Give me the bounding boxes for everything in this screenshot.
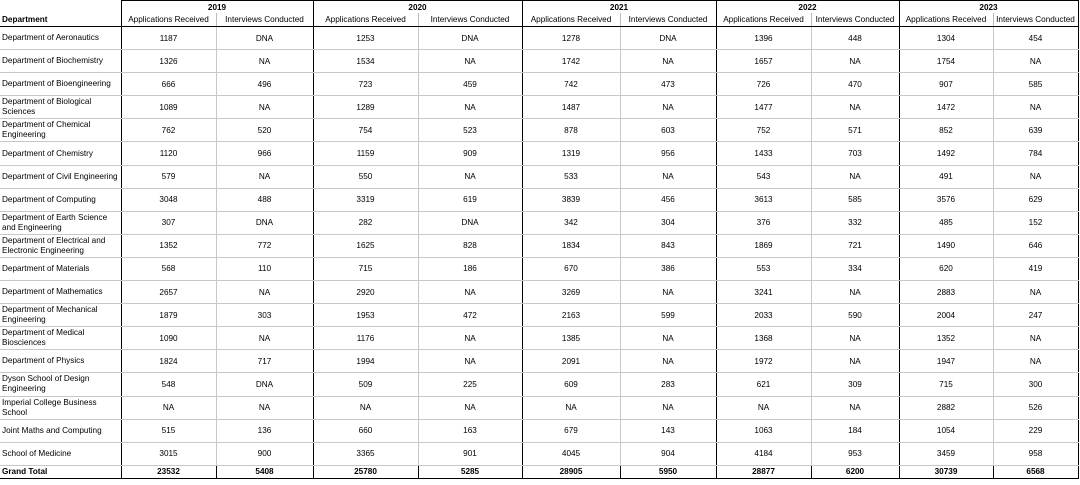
table-row [0, 396, 1078, 419]
interviews-cell: 459 [418, 73, 522, 96]
interviews-cell: NA [811, 350, 899, 373]
applications-cell: 620 [899, 257, 993, 280]
interviews-cell: 136 [216, 419, 313, 442]
applications-cell: 666 [121, 73, 216, 96]
grand-total-row [0, 465, 1078, 478]
department-name: Department of Earth Science and Engineering [0, 211, 121, 234]
applications-cell: 1176 [313, 327, 418, 350]
department-name: Department of Bioengineering [0, 73, 121, 96]
applications-cell: 1869 [716, 234, 811, 257]
applications-cell: 1742 [522, 50, 620, 73]
applications-cell: 3015 [121, 442, 216, 465]
table-body [0, 27, 1078, 466]
applications-cell: 1289 [313, 96, 418, 119]
interviews-cell: NA [620, 327, 716, 350]
applications-cell: 2657 [121, 281, 216, 304]
total-interviews-cell: 5408 [216, 465, 313, 478]
applications-cell: 548 [121, 373, 216, 396]
applications-cell: 3613 [716, 188, 811, 211]
applications-cell: 762 [121, 119, 216, 142]
interviews-cell: DNA [418, 211, 522, 234]
table-row [0, 373, 1078, 396]
applications-cell: 491 [899, 165, 993, 188]
total-applications-cell: 23532 [121, 465, 216, 478]
applications-cell: 715 [899, 373, 993, 396]
applications-cell: 1159 [313, 142, 418, 165]
applications-cell: 485 [899, 211, 993, 234]
corner-cell [0, 1, 121, 14]
applications-header: Applications Received [899, 13, 993, 27]
applications-cell: 2882 [899, 396, 993, 419]
applications-header: Applications Received [716, 13, 811, 27]
applications-cell: 342 [522, 211, 620, 234]
interviews-cell: DNA [216, 373, 313, 396]
interviews-cell: NA [811, 281, 899, 304]
interviews-header: Interviews Conducted [418, 13, 522, 27]
interviews-cell: NA [811, 96, 899, 119]
interviews-cell: NA [216, 327, 313, 350]
applications-cell: 621 [716, 373, 811, 396]
applications-cell: 509 [313, 373, 418, 396]
interviews-cell: 184 [811, 419, 899, 442]
applications-cell: 376 [716, 211, 811, 234]
applications-cell: NA [121, 396, 216, 419]
table-row [0, 442, 1078, 465]
interviews-cell: NA [418, 281, 522, 304]
interviews-cell: 629 [993, 188, 1078, 211]
interviews-cell: NA [993, 165, 1078, 188]
applications-cell: 1187 [121, 27, 216, 50]
table-row [0, 304, 1078, 327]
total-applications-cell: 28905 [522, 465, 620, 478]
interviews-cell: NA [620, 96, 716, 119]
applications-cell: 1953 [313, 304, 418, 327]
interviews-cell: 225 [418, 373, 522, 396]
department-name: Department of Chemistry [0, 142, 121, 165]
interviews-cell: NA [216, 96, 313, 119]
interviews-cell: 721 [811, 234, 899, 257]
applications-cell: 543 [716, 165, 811, 188]
table-row [0, 234, 1078, 257]
interviews-cell: 472 [418, 304, 522, 327]
interviews-cell: 585 [993, 73, 1078, 96]
applications-cell: 1319 [522, 142, 620, 165]
applications-cell: NA [522, 396, 620, 419]
applications-cell: 723 [313, 73, 418, 96]
applications-cell: 1304 [899, 27, 993, 50]
interviews-cell: NA [418, 96, 522, 119]
department-name: Department of Biological Sciences [0, 96, 121, 119]
applications-cell: 3576 [899, 188, 993, 211]
department-name: Department of Chemical Engineering [0, 119, 121, 142]
applications-cell: 307 [121, 211, 216, 234]
grand-total-label: Grand Total [0, 465, 121, 478]
interviews-cell: 448 [811, 27, 899, 50]
interviews-cell: 304 [620, 211, 716, 234]
applications-cell: 1326 [121, 50, 216, 73]
department-name: Department of Biochemistry [0, 50, 121, 73]
department-name: Dyson School of Design Engineering [0, 373, 121, 396]
applications-cell: 1352 [121, 234, 216, 257]
interviews-cell: 386 [620, 257, 716, 280]
applications-cell: 1824 [121, 350, 216, 373]
interviews-cell: 646 [993, 234, 1078, 257]
department-name: Department of Medical Biosciences [0, 327, 121, 350]
applications-cell: 533 [522, 165, 620, 188]
interviews-cell: 703 [811, 142, 899, 165]
interviews-cell: 454 [993, 27, 1078, 50]
interviews-cell: NA [216, 396, 313, 419]
applications-cell: 3459 [899, 442, 993, 465]
interviews-cell: 143 [620, 419, 716, 442]
interviews-cell: 526 [993, 396, 1078, 419]
applications-cell: 2163 [522, 304, 620, 327]
year-header: 2022 [716, 1, 899, 14]
interviews-cell: 901 [418, 442, 522, 465]
department-name: Department of Civil Engineering [0, 165, 121, 188]
table-row [0, 142, 1078, 165]
applications-cell: 3365 [313, 442, 418, 465]
table-row [0, 281, 1078, 304]
interviews-cell: NA [418, 327, 522, 350]
interviews-cell: 590 [811, 304, 899, 327]
applications-cell: 752 [716, 119, 811, 142]
interviews-cell: 520 [216, 119, 313, 142]
applications-header: Applications Received [522, 13, 620, 27]
applications-header: Applications Received [121, 13, 216, 27]
department-name: Department of Mechanical Engineering [0, 304, 121, 327]
interviews-cell: 456 [620, 188, 716, 211]
interviews-cell: NA [811, 165, 899, 188]
applications-cell: 2920 [313, 281, 418, 304]
applications-cell: 515 [121, 419, 216, 442]
table-row [0, 73, 1078, 96]
interviews-cell: DNA [620, 27, 716, 50]
table-row [0, 27, 1078, 50]
applications-cell: 4045 [522, 442, 620, 465]
applications-cell: 282 [313, 211, 418, 234]
total-interviews-cell: 6568 [993, 465, 1078, 478]
interviews-cell: 585 [811, 188, 899, 211]
interviews-cell: NA [216, 165, 313, 188]
interviews-cell: 488 [216, 188, 313, 211]
applications-cell: 579 [121, 165, 216, 188]
interviews-cell: 473 [620, 73, 716, 96]
applications-cell: 1368 [716, 327, 811, 350]
interviews-cell: NA [620, 165, 716, 188]
interviews-cell: 334 [811, 257, 899, 280]
applications-cell: 2883 [899, 281, 993, 304]
interviews-cell: 470 [811, 73, 899, 96]
interviews-cell: NA [620, 350, 716, 373]
applications-cell: 1487 [522, 96, 620, 119]
table-row [0, 419, 1078, 442]
interviews-header: Interviews Conducted [993, 13, 1078, 27]
applications-cell: 660 [313, 419, 418, 442]
interviews-cell: 966 [216, 142, 313, 165]
interviews-cell: 229 [993, 419, 1078, 442]
total-applications-cell: 28877 [716, 465, 811, 478]
interviews-cell: 603 [620, 119, 716, 142]
interviews-cell: 904 [620, 442, 716, 465]
applications-header: Applications Received [313, 13, 418, 27]
interviews-cell: DNA [418, 27, 522, 50]
applications-cell: 1834 [522, 234, 620, 257]
interviews-header: Interviews Conducted [620, 13, 716, 27]
applications-cell: 1472 [899, 96, 993, 119]
applications-cell: 2004 [899, 304, 993, 327]
applications-cell: 1994 [313, 350, 418, 373]
table-row [0, 165, 1078, 188]
interviews-cell: NA [216, 281, 313, 304]
applications-cell: NA [716, 396, 811, 419]
interviews-cell: 828 [418, 234, 522, 257]
table-row [0, 257, 1078, 280]
applications-cell: 1054 [899, 419, 993, 442]
interviews-cell: 110 [216, 257, 313, 280]
interviews-cell: 300 [993, 373, 1078, 396]
applications-cell: 1947 [899, 350, 993, 373]
applications-cell: 1385 [522, 327, 620, 350]
applications-cell: 670 [522, 257, 620, 280]
applications-cell: 568 [121, 257, 216, 280]
table-row [0, 188, 1078, 211]
applications-cell: 1477 [716, 96, 811, 119]
interviews-cell: 571 [811, 119, 899, 142]
applications-cell: 715 [313, 257, 418, 280]
interviews-cell: NA [811, 396, 899, 419]
interviews-cell: DNA [216, 211, 313, 234]
interviews-cell: 619 [418, 188, 522, 211]
applications-cell: 1534 [313, 50, 418, 73]
department-name: Imperial College Business School [0, 396, 121, 419]
year-header: 2021 [522, 1, 716, 14]
interviews-cell: NA [811, 327, 899, 350]
applications-cell: 3839 [522, 188, 620, 211]
department-name: School of Medicine [0, 442, 121, 465]
year-header: 2020 [313, 1, 522, 14]
applications-cell: 1490 [899, 234, 993, 257]
applications-cell: 726 [716, 73, 811, 96]
applications-cell: 550 [313, 165, 418, 188]
applications-cell: 754 [313, 119, 418, 142]
applications-cell: 1120 [121, 142, 216, 165]
applications-cell: 2091 [522, 350, 620, 373]
applications-cell: 1253 [313, 27, 418, 50]
applications-cell: 1089 [121, 96, 216, 119]
year-header: 2019 [121, 1, 313, 14]
applications-cell: 1492 [899, 142, 993, 165]
table-row [0, 50, 1078, 73]
applications-cell: 2033 [716, 304, 811, 327]
applications-cell: 1657 [716, 50, 811, 73]
interviews-cell: 309 [811, 373, 899, 396]
interviews-cell: 332 [811, 211, 899, 234]
interviews-cell: NA [418, 396, 522, 419]
interviews-header: Interviews Conducted [811, 13, 899, 27]
applications-cell: 4184 [716, 442, 811, 465]
department-name: Department of Electrical and Electronic Engineering [0, 234, 121, 257]
table-row [0, 350, 1078, 373]
applications-cell: 878 [522, 119, 620, 142]
interviews-cell: NA [993, 327, 1078, 350]
total-interviews-cell: 5285 [418, 465, 522, 478]
interviews-cell: 956 [620, 142, 716, 165]
total-applications-cell: 25780 [313, 465, 418, 478]
interviews-cell: NA [216, 50, 313, 73]
interviews-cell: 639 [993, 119, 1078, 142]
year-header: 2023 [899, 1, 1078, 14]
interviews-cell: 772 [216, 234, 313, 257]
interviews-cell: 717 [216, 350, 313, 373]
interviews-cell: 843 [620, 234, 716, 257]
table-row [0, 211, 1078, 234]
department-name: Joint Maths and Computing [0, 419, 121, 442]
interviews-cell: 283 [620, 373, 716, 396]
applications-cell: 3241 [716, 281, 811, 304]
applications-cell: 679 [522, 419, 620, 442]
applications-cell: 742 [522, 73, 620, 96]
interviews-cell: NA [620, 396, 716, 419]
applications-cell: 1090 [121, 327, 216, 350]
applications-cell: 1972 [716, 350, 811, 373]
interviews-cell: 958 [993, 442, 1078, 465]
interviews-cell: NA [418, 50, 522, 73]
applications-cell: 907 [899, 73, 993, 96]
interviews-cell: NA [620, 281, 716, 304]
applications-cell: 1278 [522, 27, 620, 50]
year-header-row [0, 1, 1078, 14]
interviews-cell: NA [993, 50, 1078, 73]
interviews-cell: 163 [418, 419, 522, 442]
department-header: Department [0, 13, 121, 27]
interviews-cell: 900 [216, 442, 313, 465]
interviews-cell: NA [811, 50, 899, 73]
interviews-cell: 419 [993, 257, 1078, 280]
table-row [0, 119, 1078, 142]
table-row [0, 96, 1078, 119]
interviews-cell: NA [993, 281, 1078, 304]
interviews-cell: NA [418, 350, 522, 373]
interviews-cell: 152 [993, 211, 1078, 234]
department-name: Department of Physics [0, 350, 121, 373]
department-name: Department of Materials [0, 257, 121, 280]
interviews-cell: NA [620, 50, 716, 73]
interviews-cell: 784 [993, 142, 1078, 165]
interviews-cell: NA [993, 96, 1078, 119]
interviews-cell: DNA [216, 27, 313, 50]
applications-cell: 3048 [121, 188, 216, 211]
interviews-cell: 496 [216, 73, 313, 96]
interviews-cell: 523 [418, 119, 522, 142]
applications-cell: 1063 [716, 419, 811, 442]
applications-cell: 1433 [716, 142, 811, 165]
department-name: Department of Mathematics [0, 281, 121, 304]
applications-cell: 1352 [899, 327, 993, 350]
interviews-header: Interviews Conducted [216, 13, 313, 27]
applications-cell: 1625 [313, 234, 418, 257]
applications-cell: 1396 [716, 27, 811, 50]
applications-cell: NA [313, 396, 418, 419]
interviews-cell: 186 [418, 257, 522, 280]
column-header-row [0, 13, 1078, 27]
department-name: Department of Computing [0, 188, 121, 211]
interviews-cell: 599 [620, 304, 716, 327]
applications-cell: 1754 [899, 50, 993, 73]
interviews-cell: 909 [418, 142, 522, 165]
table-row [0, 327, 1078, 350]
applications-cell: 609 [522, 373, 620, 396]
applications-cell: 553 [716, 257, 811, 280]
interviews-cell: NA [993, 350, 1078, 373]
interviews-cell: 247 [993, 304, 1078, 327]
interviews-cell: 953 [811, 442, 899, 465]
interviews-cell: 303 [216, 304, 313, 327]
applications-cell: 3319 [313, 188, 418, 211]
applications-cell: 1879 [121, 304, 216, 327]
total-interviews-cell: 6200 [811, 465, 899, 478]
total-interviews-cell: 5950 [620, 465, 716, 478]
applications-cell: 3269 [522, 281, 620, 304]
interviews-cell: NA [418, 165, 522, 188]
applications-cell: 852 [899, 119, 993, 142]
department-name: Department of Aeronautics [0, 27, 121, 50]
total-applications-cell: 30739 [899, 465, 993, 478]
